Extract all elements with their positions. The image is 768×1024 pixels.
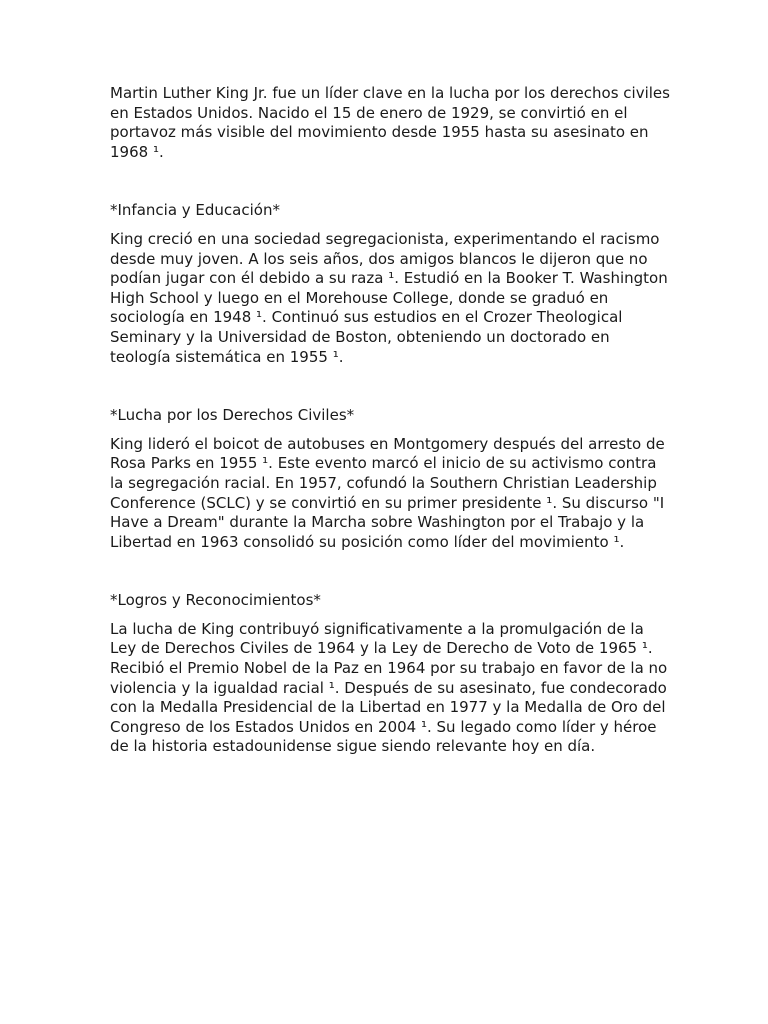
document-content [110,84,670,796]
section-body-logros: La lucha de King contribuyó significativamente a la promulgación de la Ley de Derechos Civiles de 1964 y la Ley de Derecho de Voto de 1965 ¹. Recibió el Premio Nobel de la Paz en 1964 por su trabajo en favor de la no violencia y la igualdad racial ¹. Después de su asesinato, fue condecorado con la Medalla Presidencial de la Libertad en 1977 y la Medalla de Oro del Congreso de los Estados Unidos en 2004 ¹. Su legado como líder y héroe de la historia estadounidense sigue siendo relevante hoy en día. [110,619,668,756]
section-body-infancia: King creció en una sociedad segregacionista, experimentando el racismo desde muy joven. A los seis años, dos amigos blancos le dijeron que no podían jugar con él debido a su raza ¹. Estudió en la Booker T. Washington High School y luego en el Morehouse College, donde se graduó en sociología en 1948 ¹. Continuó sus estudios en el Crozer Theological Seminary y la Universidad de Boston, obteniendo un doctorado en teología sistemática en 1955 ¹. [110,229,668,366]
intro-paragraph: Martin Luther King Jr. fue un líder clave en la lucha por los derechos civiles en Estados Unidos. Nacido el 15 de enero de 1929, se convirtió en el portavoz más visible del movimiento desde 1955 hasta su asesinato en 1968 ¹. [110,84,670,161]
section-heading-lucha: *Lucha por los Derechos Civiles* [110,406,355,425]
section-body-lucha: King lideró el boicot de autobuses en Montgomery después del arresto de Rosa Parks en 1955 ¹. Este evento marcó el inicio de su activismo contra la segregación racial. En 1957, cofundó la Southern Christian Leadership Conference (SCLC) y se convirtió en su primer presidente ¹. Su discurso "I Have a Dream" durante la Marcha sobre Washington por el Trabajo y la Libertad en 1963 consolidó su posición como líder del movimiento ¹. [110,434,665,551]
section-heading-logros: *Logros y Reconocimientos* [110,591,321,610]
section-heading-infancia: *Infancia y Educación* [110,201,280,220]
